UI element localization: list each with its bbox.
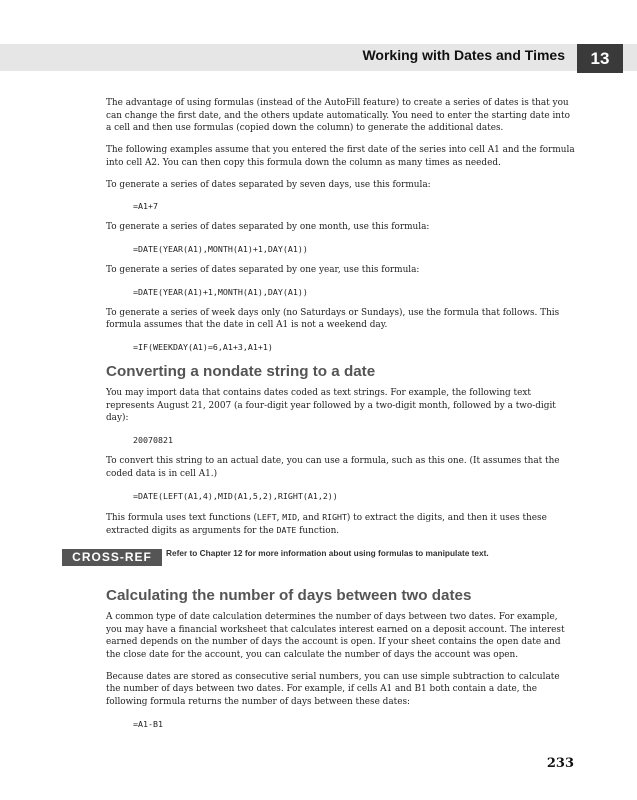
code-line: =A1+7	[133, 201, 158, 212]
code-line: =A1-B1	[133, 718, 163, 729]
paragraph: To generate a series of dates separated by seven days, use this formula:	[106, 179, 431, 190]
paragraph-text: function.	[296, 526, 340, 537]
code-line: =DATE(LEFT(A1,4),MID(A1,5,2),RIGHT(A1,2))	[133, 490, 338, 501]
paragraph-text: This formula uses text functions (	[106, 512, 257, 523]
inline-code: LEFT	[256, 511, 277, 522]
page-body	[72, 97, 576, 739]
paragraph: To convert this string to an actual date, you can use a formula, such as this one. (It assumes that the coded data is in cell A1.)	[106, 456, 560, 479]
code-line: =IF(WEEKDAY(A1)=6,A1+3,A1+1)	[133, 342, 273, 353]
paragraph-text: ) to extract the digits, and then it uses these extracted digits as arguments for the	[106, 512, 547, 537]
inline-code: DATE	[276, 525, 297, 536]
paragraph: The following examples assume that you entered the first date of the series into cell A1 and the formula into cell A2. You can then copy this formula down the column as many times as needed.	[106, 145, 575, 168]
paragraph: To generate a series of dates separated by one month, use this formula:	[106, 222, 430, 233]
paragraph: Because dates are stored as consecutive serial numbers, you can use simple subtraction to calculate the number of days between two dates. For example, if cells A1 and B1 both contain a date, the following formula returns the number of days between these dates:	[106, 671, 560, 708]
paragraph: The advantage of using formulas (instead of the AutoFill feature) to create a series of dates is that you can change the first date, and the others update automatically. You need to enter the starting date into a cell and then use formulas (copied down the column) to generate the additional dates.	[106, 98, 570, 134]
code-line: 20070821	[133, 435, 173, 446]
paragraph: To generate a series of week days only (no Saturdays or Sundays), use the formula that follows. This formula assumes that the date in cell A1 is not a weekend day.	[106, 307, 560, 331]
section-heading: Calculating the number of days between two dates	[106, 586, 472, 604]
paragraph: To generate a series of dates separated by one year, use this formula:	[106, 264, 420, 275]
paragraph: You may import data that contains dates coded as text strings. For example, the following text represents August 21, 2007 (a four-digit year followed by a two-digit month, followed by a two-digit day):	[106, 388, 556, 424]
chapter-number-badge: 13	[577, 44, 623, 73]
cross-reference-note	[72, 547, 576, 577]
cross-ref-text: Refer to Chapter 12 for more information about using formulas to manipulate text.	[166, 547, 489, 558]
section-heading: Converting a nondate string to a date	[106, 363, 376, 381]
inline-code: RIGHT	[322, 511, 347, 522]
running-header-title: Working with Dates and Times	[362, 47, 565, 63]
code-line: =DATE(YEAR(A1)+1,MONTH(A1),DAY(A1))	[133, 286, 308, 297]
code-line: =DATE(YEAR(A1),MONTH(A1)+1,DAY(A1))	[133, 243, 308, 254]
page-number: 233	[546, 756, 574, 771]
cross-ref-label: CROSS-REF	[62, 549, 162, 566]
paragraph	[106, 511, 576, 538]
paragraph: A common type of date calculation determines the number of days between two dates. For example, you may have a financial worksheet that calculates interest earned on a deposit account. The interest earned depends on the number of days the account is open. If your sheet contains the open date and the close date for the account, you can calculate the number of days the account was open.	[106, 611, 565, 661]
paragraph-text: ,	[276, 512, 283, 523]
inline-code: MID	[282, 511, 298, 522]
paragraph-text: , and	[297, 512, 323, 523]
